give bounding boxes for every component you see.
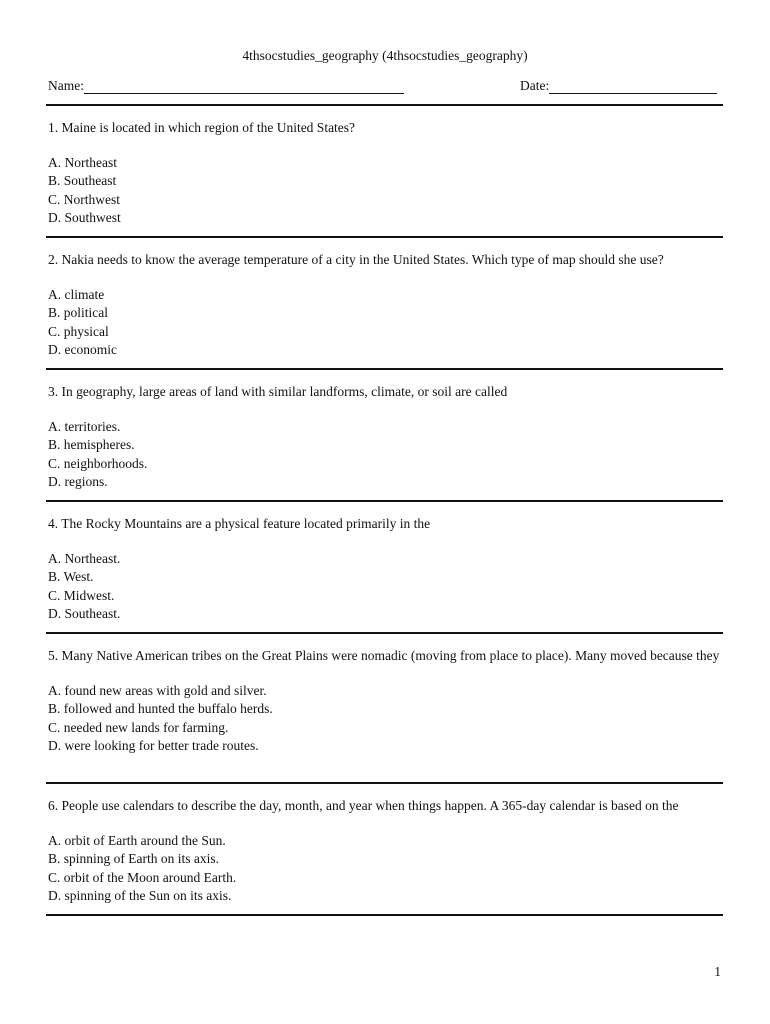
question-text: 6. People use calendars to describe the day, month, and year when things happen. A 365-day calendar is based on the xyxy=(48,798,679,813)
answer-option: C. Northwest xyxy=(48,191,120,207)
answer-option: A. found new areas with gold and silver. xyxy=(48,683,267,698)
answer-option: A. Northeast xyxy=(48,155,117,170)
question-divider xyxy=(46,632,723,634)
answer-options xyxy=(48,154,720,227)
page-number: 1 xyxy=(714,964,721,979)
date-blank-line xyxy=(549,79,717,94)
answer-option: A. orbit of Earth around the Sun. xyxy=(48,833,226,848)
question-text: 4. The Rocky Mountains are a physical feature located primarily in the xyxy=(48,516,431,531)
question-divider xyxy=(46,236,723,238)
question-3 xyxy=(48,383,720,491)
answer-option: B. political xyxy=(48,305,108,321)
answer-options xyxy=(48,418,720,491)
answer-option: B. followed and hunted the buffalo herds. xyxy=(48,701,273,717)
answer-option: B. West. xyxy=(48,569,94,585)
answer-options xyxy=(48,832,720,905)
answer-option: D. regions. xyxy=(48,473,108,489)
question-divider xyxy=(46,368,723,370)
answer-option: B. Southeast xyxy=(48,173,117,189)
answer-option: A. territories. xyxy=(48,419,121,434)
question-text: 2. Nakia needs to know the average temperature of a city in the United States. Which type of map should she use? xyxy=(48,252,664,267)
answer-options xyxy=(48,286,720,359)
date-label: Date: xyxy=(520,78,550,93)
answer-option: D. were looking for better trade routes. xyxy=(48,737,259,753)
answer-option: C. needed new lands for farming. xyxy=(48,719,229,735)
answer-option: B. hemispheres. xyxy=(48,437,135,453)
question-6 xyxy=(48,797,720,905)
answer-option: C. neighborhoods. xyxy=(48,455,148,471)
answer-option: D. Southeast. xyxy=(48,605,121,621)
answer-option: A. Northeast. xyxy=(48,551,121,566)
answer-options xyxy=(48,682,720,755)
name-label: Name: xyxy=(48,78,84,93)
answer-option: C. physical xyxy=(48,323,109,339)
name-blank-line xyxy=(84,79,404,94)
question-divider xyxy=(46,500,723,502)
question-4 xyxy=(48,515,720,623)
question-text: 5. Many Native American tribes on the Great Plains were nomadic (moving from place to place). Many moved because they xyxy=(48,648,720,663)
question-2 xyxy=(48,251,720,359)
question-text: 1. Maine is located in which region of the United States? xyxy=(48,120,356,135)
answer-options xyxy=(48,550,720,623)
answer-option: C. orbit of the Moon around Earth. xyxy=(48,869,237,885)
question-divider xyxy=(46,782,723,784)
name-field-row xyxy=(48,78,404,94)
answer-option: D. Southwest xyxy=(48,209,121,225)
page-title: 4thsocstudies_geography (4thsocstudies_geography) xyxy=(242,48,528,63)
answer-option: D. economic xyxy=(48,341,117,357)
question-divider xyxy=(46,914,723,916)
header-divider xyxy=(46,104,723,106)
date-field-row xyxy=(520,78,717,94)
answer-option: B. spinning of Earth on its axis. xyxy=(48,851,219,867)
question-5 xyxy=(48,647,720,755)
answer-option: D. spinning of the Sun on its axis. xyxy=(48,887,232,903)
question-1 xyxy=(48,119,720,227)
answer-option: C. Midwest. xyxy=(48,587,115,603)
answer-option: A. climate xyxy=(48,287,105,302)
question-text: 3. In geography, large areas of land with similar landforms, climate, or soil are called xyxy=(48,384,508,399)
